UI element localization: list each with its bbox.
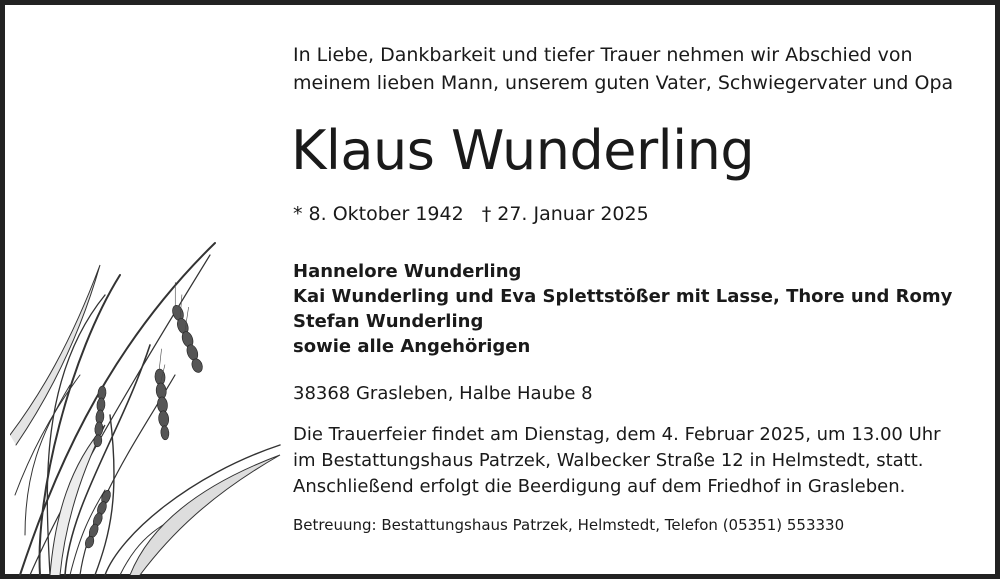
funeral-home-contact: Betreuung: Bestattungshaus Patrzek, Helmstedt, Telefon (05351) 553330 [293, 516, 845, 534]
birth-date: * 8. Oktober 1942 [293, 203, 464, 225]
obituary-content [293, 41, 983, 536]
family-list [293, 259, 983, 359]
service-line: Anschließend erfolgt die Beerdigung auf dem Friedhof in Grasleben. [293, 476, 906, 497]
death-date: † 27. Januar 2025 [481, 203, 649, 225]
family-member: Stefan Wunderling [293, 311, 484, 332]
family-member: Kai Wunderling und Eva Splettstößer mit Lasse, Thore und Romy [293, 286, 953, 307]
intro-line: meinem lieben Mann, unserem guten Vater, Schwiegervater und Opa [293, 72, 954, 94]
mourner-address: 38368 Grasleben, Halbe Haube 8 [293, 383, 593, 404]
service-details [293, 422, 983, 500]
deceased-name: Klaus Wunderling [291, 119, 755, 182]
service-line: Die Trauerfeier findet am Dienstag, dem 4. Februar 2025, um 13.00 Uhr [293, 424, 941, 445]
family-member: sowie alle Angehörigen [293, 336, 531, 357]
intro-line: In Liebe, Dankbarkeit und tiefer Trauer nehmen wir Abschied von [293, 44, 913, 66]
family-member: Hannelore Wunderling [293, 261, 522, 282]
intro-text [293, 41, 983, 97]
wheat-illustration-icon [10, 235, 290, 579]
life-dates [293, 201, 983, 227]
service-line: im Bestattungshaus Patrzek, Walbecker Straße 12 in Helmstedt, statt. [293, 450, 924, 471]
